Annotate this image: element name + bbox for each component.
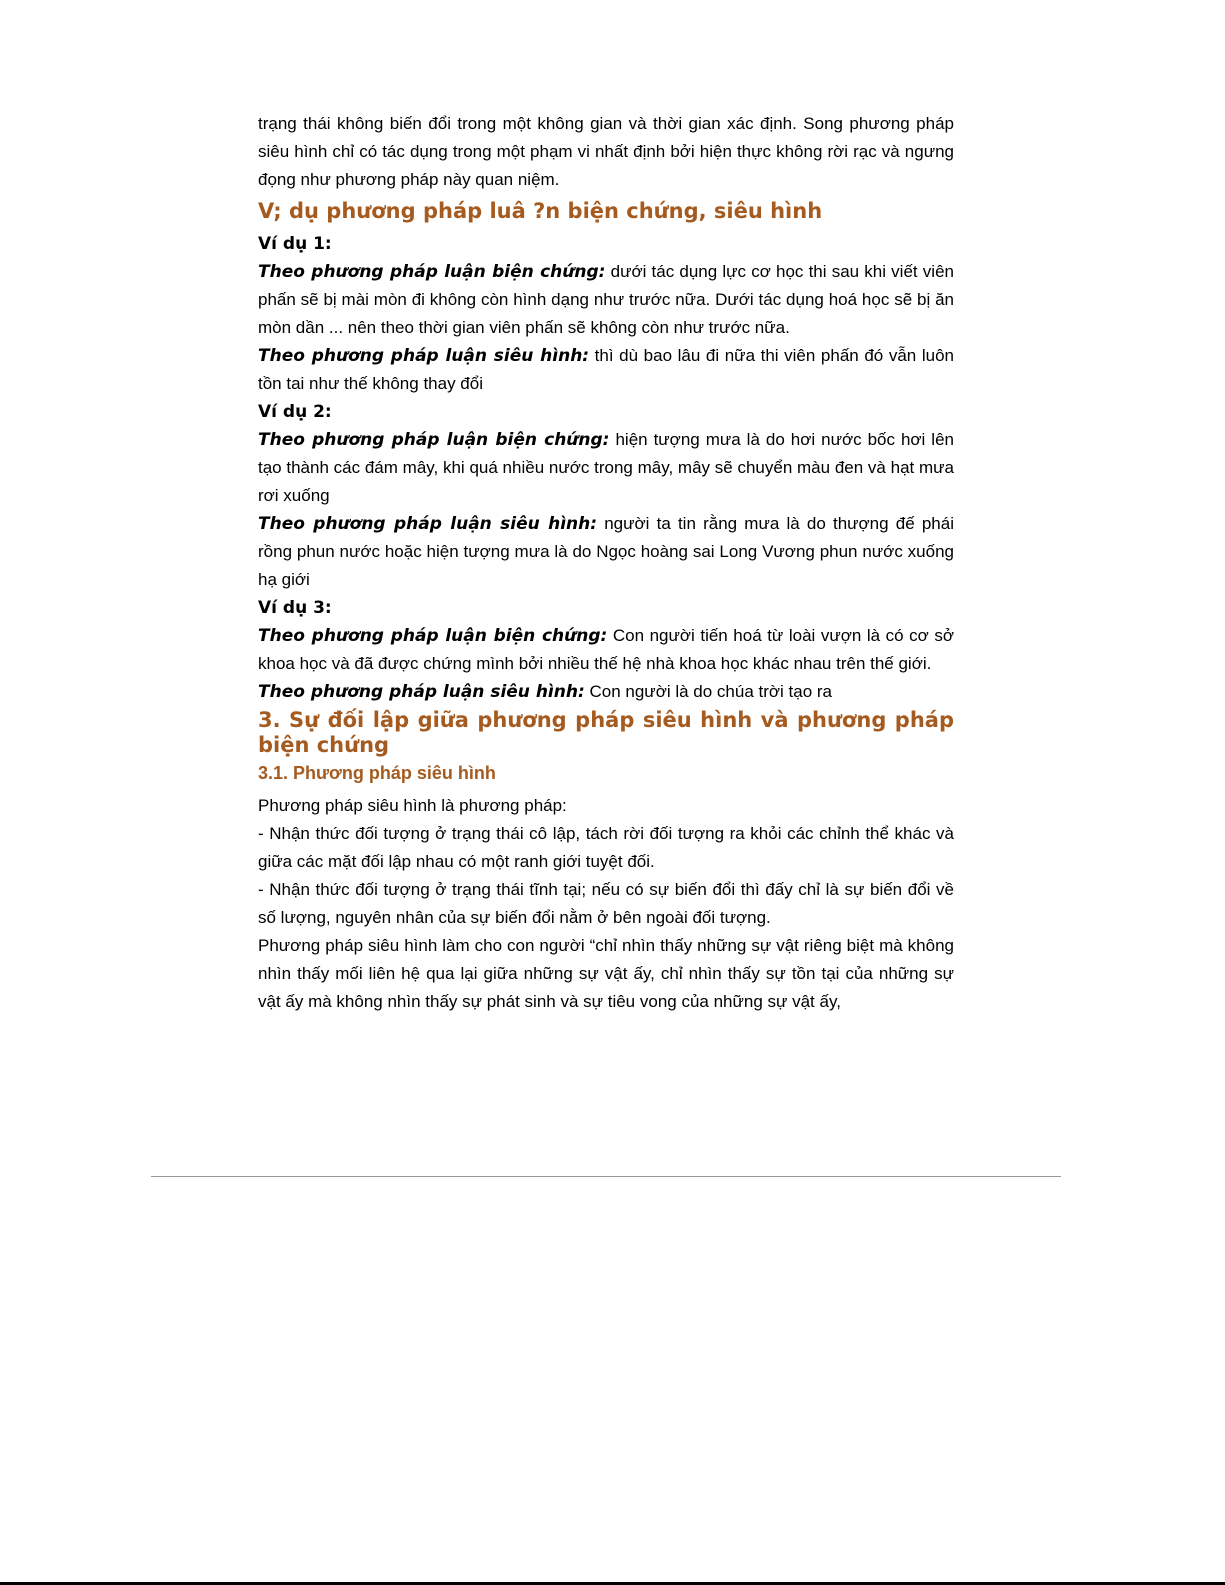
section-3-paragraph: - Nhận thức đối tượng ở trạng thái cô lập, tách rời đối tượng ra khỏi các chỉnh thể khác và giữa các mặt đối lập nhau có một ranh giới tuyệt đối.	[258, 824, 954, 871]
section-3-1-heading: 3.1. Phương pháp siêu hình	[258, 763, 496, 783]
metaphysical-text: người ta tin rằng mưa là do thượng đế phái rồng phun nước hoặc hiện tượng mưa là do Ngọc hoàng sai Long Vương phun nước xuống hạ giới	[258, 514, 954, 589]
dialectic-text: dưới tác dụng lực cơ học thi sau khi viết viên phấn sẽ bị mài mòn đi không còn hình dạng như trước nữa. Dưới tác dụng hoá học sẽ bị ăn mòn dần ... nên theo thời gian viên phấn sẽ không còn như trước nữa.	[258, 262, 954, 337]
dialectic-lead: Theo phương pháp luận biện chứng:	[258, 262, 606, 282]
page-content	[258, 110, 954, 1016]
example-3-dialectic	[258, 622, 954, 678]
metaphysical-lead: Theo phương pháp luận siêu hình:	[258, 346, 590, 366]
metaphysical-lead: Theo phương pháp luận siêu hình:	[258, 682, 585, 702]
example-2-label: Ví dụ 2:	[258, 402, 332, 422]
examples-heading: V; dụ phương pháp luâ ?n biện chứng, siêu hình	[258, 199, 823, 223]
section-3-paragraph: - Nhận thức đối tượng ở trạng thái tĩnh tại; nếu có sự biến đổi thì đấy chỉ là sự biến đổi về số lượng, nguyên nhân của sự biến đổi nằm ở bên ngoài đối tượng.	[258, 880, 954, 927]
dialectic-text: hiện tượng mưa là do hơi nước bốc hơi lên tạo thành các đám mây, khi quá nhiều nước trong mây, mây sẽ chuyển màu đen và hạt mưa rơi xuống	[258, 430, 954, 505]
example-3-label: Ví dụ 3:	[258, 598, 332, 618]
dialectic-lead: Theo phương pháp luận biện chứng:	[258, 626, 608, 646]
example-1-dialectic	[258, 258, 954, 342]
example-1-label: Ví dụ 1:	[258, 234, 332, 254]
section-3-heading: 3. Sự đối lập giữa phương pháp siêu hình và phương pháp biện chứng	[258, 708, 954, 757]
dialectic-lead: Theo phương pháp luận biện chứng:	[258, 430, 610, 450]
example-2-dialectic	[258, 426, 954, 510]
dialectic-text: Con người tiến hoá từ loài vượn là có cơ sở khoa học và đã được chứng mình bởi nhiều thế hệ nhà khoa học khác nhau trên thế giới.	[258, 626, 954, 673]
page-divider	[151, 1176, 1061, 1177]
example-3-metaphysical	[258, 678, 954, 706]
example-1-metaphysical	[258, 342, 954, 398]
metaphysical-lead: Theo phương pháp luận siêu hình:	[258, 514, 598, 534]
section-3-paragraph: Phương pháp siêu hình làm cho con người “chỉ nhìn thấy những sự vật riêng biệt mà không nhìn thấy mối liên hệ qua lại giữa những sự vật ấy, chỉ nhìn thấy sự tồn tại của những sự vật ấy mà không nhìn thấy sự phát sinh và sự tiêu vong của những sự vật ấy,	[258, 936, 954, 1011]
intro-paragraph: trạng thái không biến đổi trong một không gian và thời gian xác định. Song phương pháp siêu hình chỉ có tác dụng trong một phạm vi nhất định bởi hiện thực không rời rạc và ngưng đọng như phương pháp này quan niệm.	[258, 114, 954, 189]
example-2-metaphysical	[258, 510, 954, 594]
section-3-paragraph: Phương pháp siêu hình là phương pháp:	[258, 796, 567, 815]
metaphysical-text: thì dù bao lâu đi nữa thi viên phấn đó vẫn luôn tồn tai như thế không thay đổi	[258, 346, 954, 393]
metaphysical-text: Con người là do chúa trời tạo ra	[584, 682, 833, 701]
